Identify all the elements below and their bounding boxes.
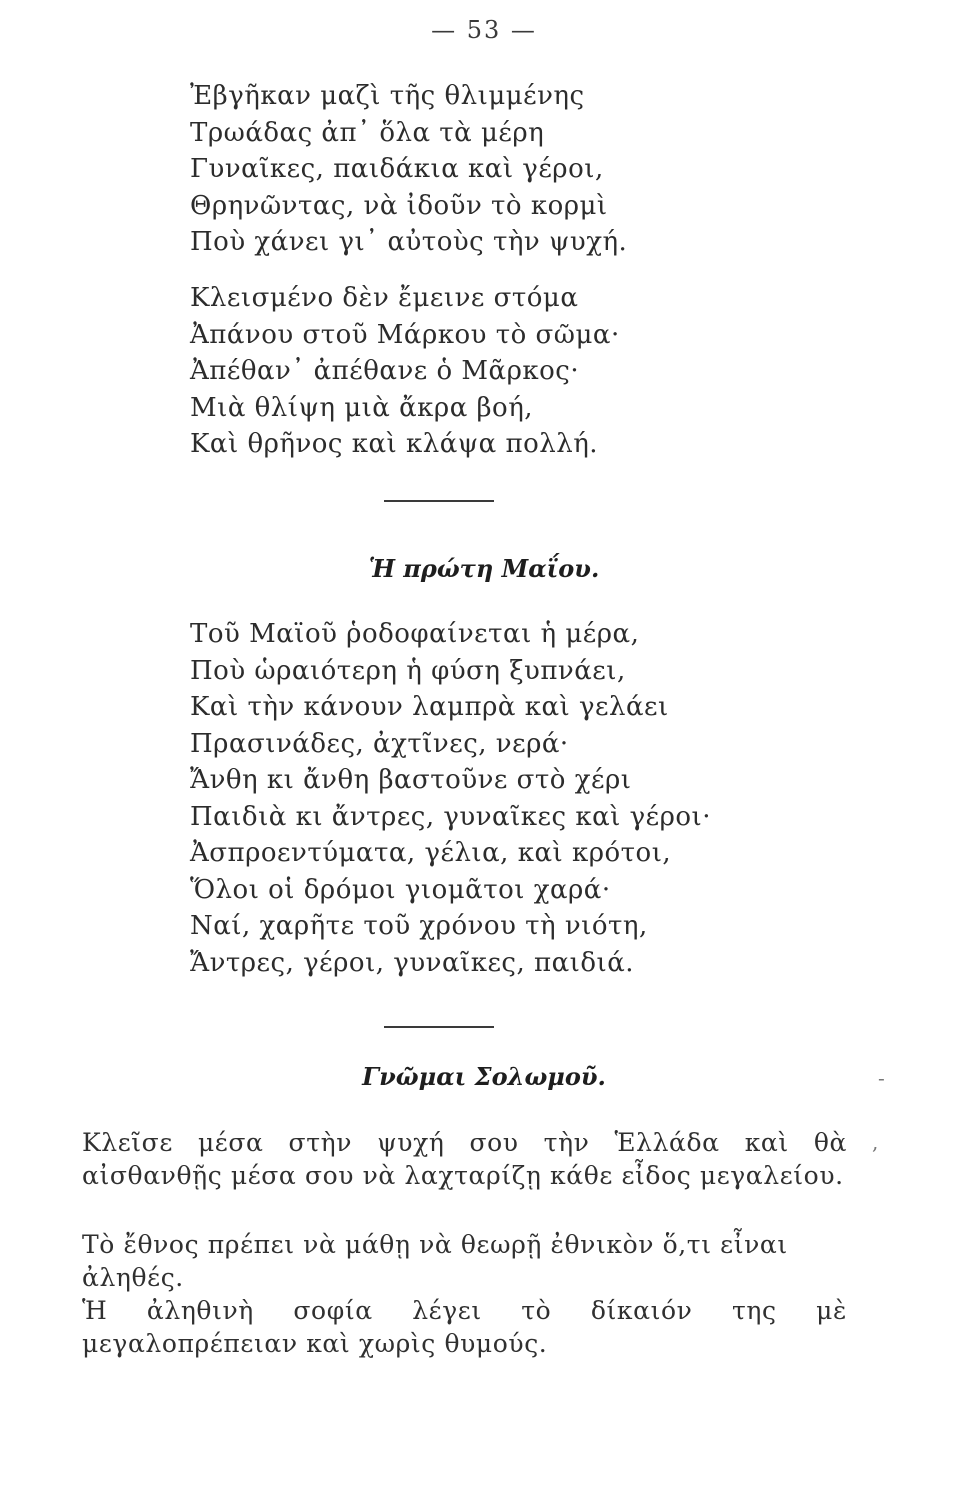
verse-line: Ἀπέθαν᾽ ἀπέθανε ὁ Μᾶρκος· <box>190 356 580 386</box>
verse-line: Καὶ τὴν κάνουν λαμπρὰ καὶ γελάει <box>190 692 669 722</box>
stray-ink-mark: - <box>878 1066 885 1090</box>
verse-line: Παιδιὰ κι ἄντρες, γυναῖκες καὶ γέροι· <box>190 801 712 832</box>
verse-line: Ἄντρες, γέροι, γυναῖκες, παιδιά. <box>190 947 635 978</box>
verse-line: Ἀσπροεντύματα, γέλια, καὶ κρότοι, <box>190 838 672 868</box>
verse-line: Ἐβγῆκαν μαζὶ τῆς θλιμμένης <box>190 81 585 111</box>
saying-paragraph-1: Κλεῖσε μέσα στὴν ψυχή σου τὴν Ἑλλάδα καὶ θὰ αἰσθανθῇς μέσα σου νὰ λαχταρίζῃ κάθε εἶδος μεγαλείου. <box>82 1128 847 1190</box>
verse-line: Θρηνῶντας, νὰ ἰδοῦν τὸ κορμὶ <box>190 190 608 221</box>
verse-line: Ἄνθη κι ἄνθη βαστοῦνε στὸ χέρι <box>190 765 632 795</box>
saying-paragraph-3: Ἡ ἀληθινὴ σοφία λέγει τὸ δίκαιόν της μὲ μεγαλοπρέπειαν καὶ χωρὶς θυμούς. <box>82 1296 847 1358</box>
section-title-may: Ἡ πρώτη Μαΐου. <box>368 554 600 583</box>
section-divider <box>384 1026 494 1028</box>
verse-line: Τρωάδας ἀπ᾽ ὅλα τὰ μέρη <box>190 117 545 148</box>
verse-line: Κλεισμένο δὲν ἔμεινε στόμα <box>190 283 579 313</box>
verse-line: Μιὰ θλίψη μιὰ ἄκρα βοή, <box>190 392 534 423</box>
verse-line: Τοῦ Μαϊοῦ ῥοδοφαίνεται ἡ μέρα, <box>190 619 640 649</box>
verse-line: Ναί, χαρῆτε τοῦ χρόνου τὴ νιότη, <box>190 911 648 941</box>
poem-stanza-2 <box>190 280 710 463</box>
verse-line: Γυναῖκες, παιδάκια καὶ γέροι, <box>190 154 604 184</box>
verse-line: Ποὺ ὡραιότερη ἡ φύση ξυπνάει, <box>190 655 626 686</box>
saying-paragraph-2: Τὸ ἔθνος πρέπει νὰ μάθῃ νὰ θεωρῇ ἐθνικὸν ὅ,τι εἶναι ἀληθές. <box>82 1230 788 1292</box>
section-title-gnomai: Γνῶμαι Σολωμοῦ. <box>362 1062 606 1091</box>
verse-line: Ὅλοι οἱ δρόμοι γιομᾶτοι χαρά· <box>190 874 611 905</box>
page-number: — 53 — <box>431 16 537 44</box>
section-divider <box>384 500 494 502</box>
verse-line: Πρασινάδες, ἀχτῖνες, νερά· <box>190 728 569 759</box>
verse-line: Ποὺ χάνει γι᾽ αὐτοὺς τὴν ψυχή. <box>190 227 628 257</box>
stray-ink-mark: , <box>872 1130 879 1154</box>
verse-line: Καὶ θρῆνος καὶ κλάψα πολλή. <box>190 429 599 459</box>
poem-may <box>190 616 710 981</box>
verse-line: Ἀπάνου στοῦ Μάρκου τὸ σῶμα· <box>190 319 620 350</box>
poem-stanza-1 <box>190 78 710 261</box>
